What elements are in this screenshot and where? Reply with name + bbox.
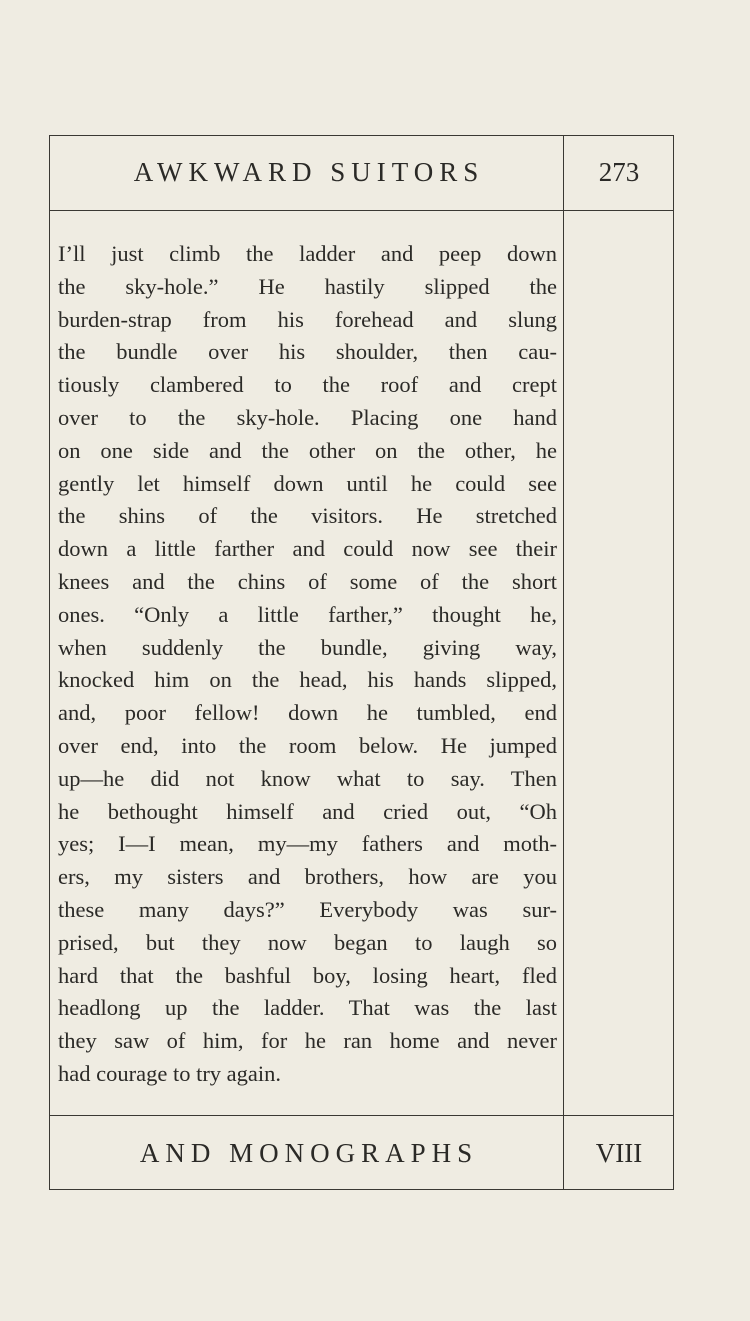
text-line: when suddenly the bundle, giving way, [58,634,557,660]
text-line: hard that the bashful boy, losing heart, fled [58,962,557,988]
text-line: over end, into the room below. He jumped [58,732,557,758]
text-line: he bethought himself and cried out, “Oh [58,798,557,824]
text-line: down a little farther and could now see their [58,536,557,562]
text-line: over to the sky-hole. Placing one hand [58,404,557,430]
text-line: burden-strap from his forehead and slung [58,306,557,332]
text-line: ones. “Only a little farther,” thought he, [58,601,557,627]
text-line: on one side and the other on the other, he [58,437,557,463]
page-number: 273 [598,157,640,187]
series-title: AND MONOGRAPHS [139,1137,479,1168]
text-line: knees and the chins of some of the short [58,568,557,594]
text-line: and, poor fellow! down he tumbled, end [58,700,557,726]
text-line: yes; I—I mean, my—my fathers and moth- [58,831,557,857]
text-line: headlong up the ladder. That was the last [58,995,557,1021]
header-rule [49,210,674,211]
text-line: tiously clambered to the roof and crept [58,372,557,398]
volume-number: VIII [595,1137,643,1168]
text-line: up—he did not know what to say. Then [58,765,557,791]
text-line: I’ll just climb the ladder and peep down [58,241,557,266]
text-line: the sky-hole.” He hastily slipped the [58,273,557,299]
running-title: AWKWARD SUITORS [133,157,485,187]
text-line: the bundle over his shoulder, then cau- [58,339,557,365]
text-line: had courage to try again. [58,1060,282,1086]
text-line: the shins of the visitors. He stretched [58,503,557,529]
text-line: ers, my sisters and brothers, how are you [58,864,557,890]
text-line: prised, but they now began to laugh so [58,929,557,955]
text-line: knocked him on the head, his hands slipped, [58,667,557,693]
text-line: they saw of him, for he ran home and never [58,1028,557,1054]
text-line: gently let himself down until he could see [58,470,557,496]
column-divider [563,135,564,1190]
body-text [58,238,557,1091]
text-line: these many days?” Everybody was sur- [58,896,557,922]
